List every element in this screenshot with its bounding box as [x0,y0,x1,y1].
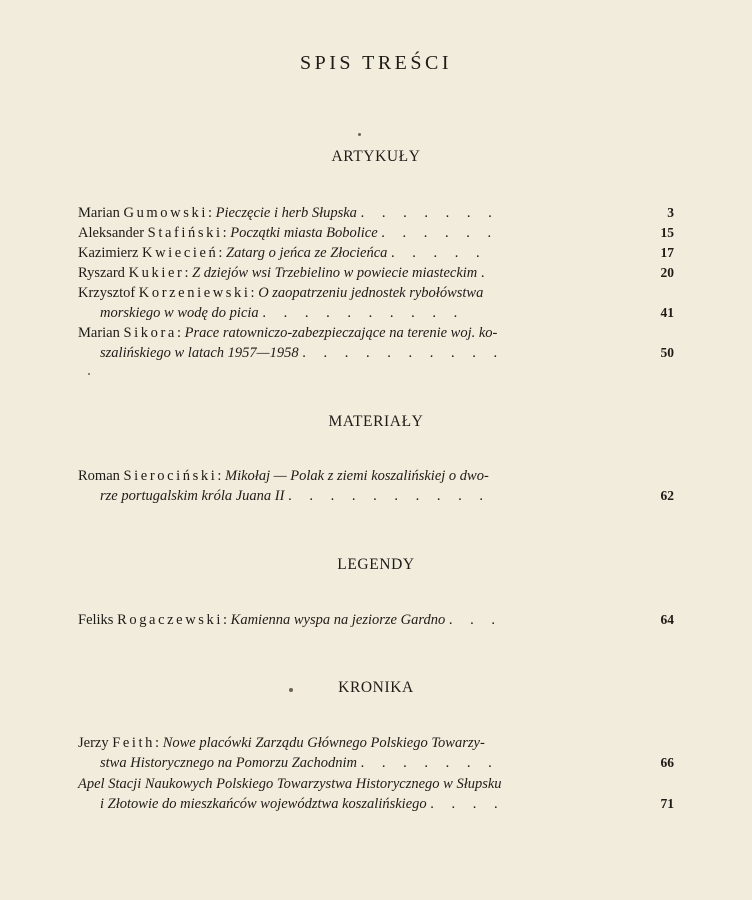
leader-dots: . . . . . . [381,225,499,241]
author-separator: : [176,325,181,341]
entry-title: O zaopatrzeniu jednostek rybołówstwa [258,285,484,301]
author-surname: Sikora [123,325,177,341]
author-surname: Kukier [128,265,185,281]
toc-entry[interactable] [78,203,674,223]
section-heading-materialy: MATERIAŁY [328,413,424,430]
paper-speck [88,373,90,375]
toc-entry-line [78,223,674,243]
page-number: 20 [660,265,674,280]
author-separator: : [250,285,255,301]
leader-dots: . . . . . . . . . . [288,488,490,504]
entry-title: Apel Stacji Naukowych Polskiego Towarzystwa Historycznego w Słupsku [78,776,502,792]
author-first-name: Marian [78,325,120,341]
author-surname: Gumowski [123,205,208,221]
entry-title: Zatarg o jeńca ze Złocieńca [226,245,388,261]
toc-entry[interactable] [78,243,674,263]
entry-title: Początki miasta Bobolice [230,225,378,241]
entry-title: stwa Historycznego na Pomorzu Zachodnim [100,755,357,771]
section-heading-artykuly: ARTYKUŁY [331,148,421,165]
author-separator: : [218,245,223,261]
author-surname: Stafiński [147,225,223,241]
toc-entry-line [78,263,674,283]
leader-dots: . . . [448,612,502,628]
page-number: 66 [660,755,674,770]
page-number: 41 [660,305,674,320]
entry-title: Mikołaj — Polak z ziemi koszalińskiej o dwo- [225,468,489,484]
author-separator: : [155,735,160,751]
page-title: SPIS TREŚCI [299,52,453,74]
toc-entry-line [78,753,674,773]
toc-entry[interactable] [78,223,674,243]
entry-title: Z dziejów wsi Trzebielino w powiecie miasteckim [192,265,478,281]
paper-speck [358,133,361,136]
toc-entry-line [78,794,674,814]
toc-entry-line [78,323,674,343]
leader-dots: . [480,265,492,281]
author-separator: : [222,225,227,241]
toc-entry[interactable] [78,774,674,814]
page-number: 50 [660,345,674,360]
author-separator: : [184,265,189,281]
author-first-name: Aleksander [78,225,145,241]
author-surname: Kwiecień [142,245,219,261]
toc-entry[interactable] [78,610,674,630]
toc-entry-line [78,283,674,303]
toc-entry-line [78,466,674,486]
author-surname: Korzeniewski [138,285,251,301]
toc-entry-line [78,486,674,506]
entry-title: i Złotowie do mieszkańców województwa koszalińskiego [100,796,427,812]
leader-dots: . . . . . [391,245,487,261]
toc-entry-line [78,243,674,263]
toc-entry-line [78,203,674,223]
author-first-name: Jerzy [78,735,109,751]
paper-speck [289,688,293,692]
toc-entry[interactable] [78,323,674,363]
leader-dots: . . . . . . . . . . [262,305,465,321]
leader-dots: . . . . . . . [360,205,499,221]
entry-title: szalińskiego w latach 1957—1958 [100,345,299,361]
toc-entry-line [78,610,674,630]
entry-title: Pieczęcie i herb Słupska [215,205,357,221]
entry-title: Kamienna wyspa na jeziorze Gardno [230,612,446,628]
entry-title: morskiego w wodę do picia [100,305,259,321]
entry-title: Prace ratowniczo-zabezpieczające na terenie woj. ko- [184,325,498,341]
page-number: 15 [660,225,674,240]
page-number: 64 [660,612,674,627]
section-heading-kronika: KRONIKA [338,679,414,696]
entry-title: rze portugalskim króla Juana II [100,488,285,504]
toc-entry-line [78,303,674,323]
section-heading-legendy: LEGENDY [337,556,415,573]
author-surname: Feith [112,735,156,751]
toc-entry[interactable] [78,466,674,506]
page-number: 3 [667,205,674,220]
author-separator: : [223,612,228,628]
toc-entry-line [78,343,674,363]
toc-entry-line [78,774,674,794]
leader-dots: . . . . . . . . . . [302,345,505,361]
author-first-name: Feliks [78,612,114,628]
author-first-name: Krzysztof [78,285,136,301]
page-number: 62 [660,488,674,503]
toc-entry[interactable] [78,283,674,323]
page-number: 71 [660,796,674,811]
page-number: 17 [660,245,674,260]
author-first-name: Kazimierz [78,245,139,261]
toc-entry-line [78,733,674,753]
toc-entry[interactable] [78,263,674,283]
author-surname: Rogaczewski [117,612,223,628]
entry-title: Nowe placówki Zarządu Głównego Polskiego Towarzy- [162,735,485,751]
author-separator: : [217,468,222,484]
author-surname: Sierociński [123,468,218,484]
leader-dots: . . . . [430,796,505,812]
author-first-name: Ryszard [78,265,125,281]
author-separator: : [207,205,212,221]
author-first-name: Roman [78,468,120,484]
leader-dots: . . . . . . . [360,755,499,771]
toc-entry[interactable] [78,733,674,773]
author-first-name: Marian [78,205,120,221]
